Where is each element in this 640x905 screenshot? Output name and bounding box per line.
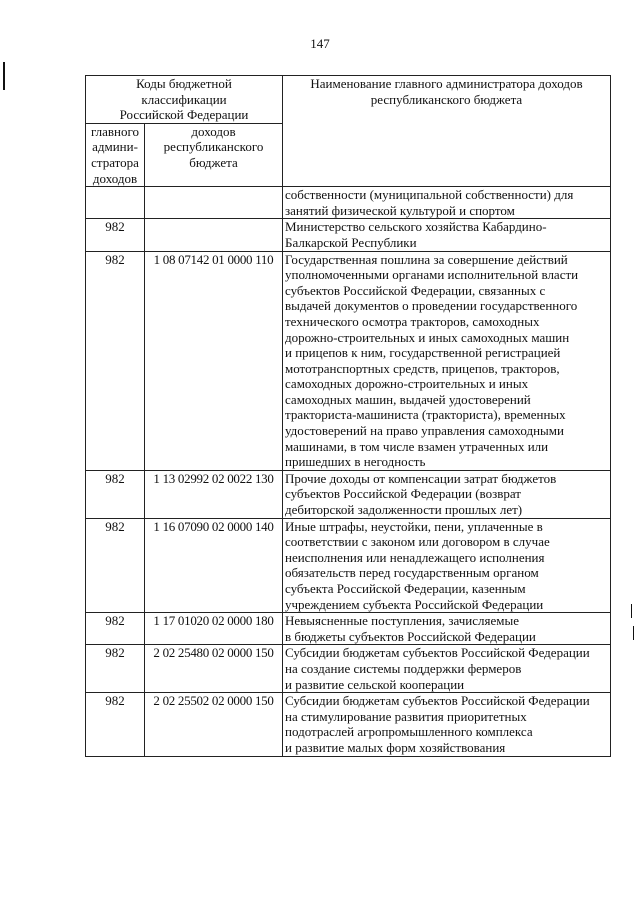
scan-edge-mark [633, 626, 634, 640]
name-line: Невыясненные поступления, зачисляемые [285, 613, 519, 629]
header-main-administrator: главного админи- стратора доходов [86, 123, 145, 186]
table-row [86, 470, 611, 518]
admin-code-cell: 982 [86, 518, 145, 613]
name-line: на создание системы поддержки фермеров [285, 660, 522, 676]
name-line: неисполнения или ненадлежащего исполнения [285, 549, 545, 565]
income-name-cell [283, 187, 611, 219]
table-row [86, 613, 611, 645]
income-code-cell [145, 219, 283, 251]
name-line: занятий физической культурой и спортом [285, 202, 515, 218]
name-line: Министерство сельского хозяйства Кабардино- [285, 219, 547, 235]
name-line: и развитие сельской кооперации [285, 676, 465, 692]
table-row [86, 518, 611, 613]
income-name-cell [283, 251, 611, 470]
income-name-cell [283, 645, 611, 693]
page-number: 147 [310, 36, 330, 51]
name-line: выдачей документов о проведении государственного [285, 298, 578, 314]
name-line: уполномоченными органами исполнительной власти [285, 267, 579, 283]
admin-code-cell: 982 [86, 251, 145, 470]
header-republican-budget-income: доходов республиканского бюджета [145, 123, 283, 186]
income-code-cell [145, 187, 283, 219]
name-line: субъекта Российской Федерации, казенным [285, 581, 526, 596]
name-line: и развитие малых форм хозяйствования [285, 739, 506, 755]
income-name-cell [283, 518, 611, 613]
name-line: на стимулирование развития приоритетных [285, 708, 527, 724]
name-line: в бюджеты субъектов Российской Федерации [285, 628, 536, 644]
name-line: дорожно-строительных и иных самоходных машин [285, 329, 570, 345]
name-line: мототранспортных средств, прицепов, тракторов, [285, 360, 560, 376]
name-line: Балкарской Республики [285, 234, 417, 250]
name-line: обязательств перед государственным органом [285, 565, 539, 581]
name-line: Иные штрафы, неустойки, пени, уплаченные в [285, 518, 543, 534]
name-line: подотраслей агропромышленного комплекса [285, 724, 533, 740]
admin-code-cell: 982 [86, 613, 145, 645]
income-name-cell [283, 470, 611, 518]
income-name-cell [283, 219, 611, 251]
admin-code-cell: 982 [86, 219, 145, 251]
name-line: субъектов Российской Федерации, связанных с [285, 282, 546, 298]
name-line: собственности (муниципальной собственности) для [285, 187, 574, 203]
table-row [86, 219, 611, 251]
income-code-cell: 1 16 07090 02 0000 140 [145, 518, 283, 613]
name-line: тракториста-машиниста (тракториста), временных [285, 407, 566, 423]
table-row [86, 645, 611, 693]
income-code-cell: 1 08 07142 01 0000 110 [145, 251, 283, 470]
name-line: дебиторской задолженности прошлых лет) [285, 502, 523, 518]
table-row [86, 187, 611, 219]
name-line: Субсидии бюджетам субъектов Российской Федерации [285, 693, 590, 709]
income-name-cell [283, 693, 611, 756]
name-line: Прочие доходы от компенсации затрат бюджетов [285, 470, 557, 486]
income-code-cell: 1 13 02992 02 0022 130 [145, 470, 283, 518]
income-code-cell: 1 17 01020 02 0000 180 [145, 613, 283, 645]
table-row [86, 693, 611, 756]
name-line: и прицепов к ним, государственной регистрацией [285, 345, 561, 361]
income-code-cell: 2 02 25480 02 0000 150 [145, 645, 283, 693]
name-line: Субсидии бюджетам субъектов Российской Федерации [285, 645, 590, 661]
budget-codes-table [85, 75, 611, 757]
name-line: учреждением субъекта Российской Федерации [285, 596, 544, 612]
income-name-cell [283, 613, 611, 645]
header-administrator-name: Наименование главного администратора доходов республиканского бюджета [283, 76, 611, 187]
admin-code-cell: 982 [86, 693, 145, 756]
name-line: субъектов Российской Федерации (возврат [285, 486, 521, 502]
name-line: самоходных дорожно-строительных и иных [285, 376, 529, 392]
admin-code-cell: 982 [86, 470, 145, 518]
table-row [86, 251, 611, 470]
table-header-row [86, 76, 611, 124]
name-line: технического осмотра тракторов, самоходных [285, 313, 540, 329]
name-line: Государственная пошлина за совершение действий [285, 251, 568, 267]
admin-code-cell [86, 187, 145, 219]
name-line: соответствии с законом или договором в случае [285, 534, 550, 550]
name-line: самоходных машин, выдачей удостоверений [285, 391, 531, 407]
name-line: пришедших в негодность [285, 454, 426, 470]
scan-edge-mark [631, 604, 632, 618]
income-code-cell: 2 02 25502 02 0000 150 [145, 693, 283, 756]
scan-edge-mark [3, 62, 5, 90]
name-line: машинами, в том числе взамен утраченных или [285, 438, 549, 454]
header-budget-classification-codes: Коды бюджетной классификации Российской Федерации [86, 76, 283, 124]
admin-code-cell: 982 [86, 645, 145, 693]
name-line: удостоверений на право управления самоходными [285, 423, 564, 439]
